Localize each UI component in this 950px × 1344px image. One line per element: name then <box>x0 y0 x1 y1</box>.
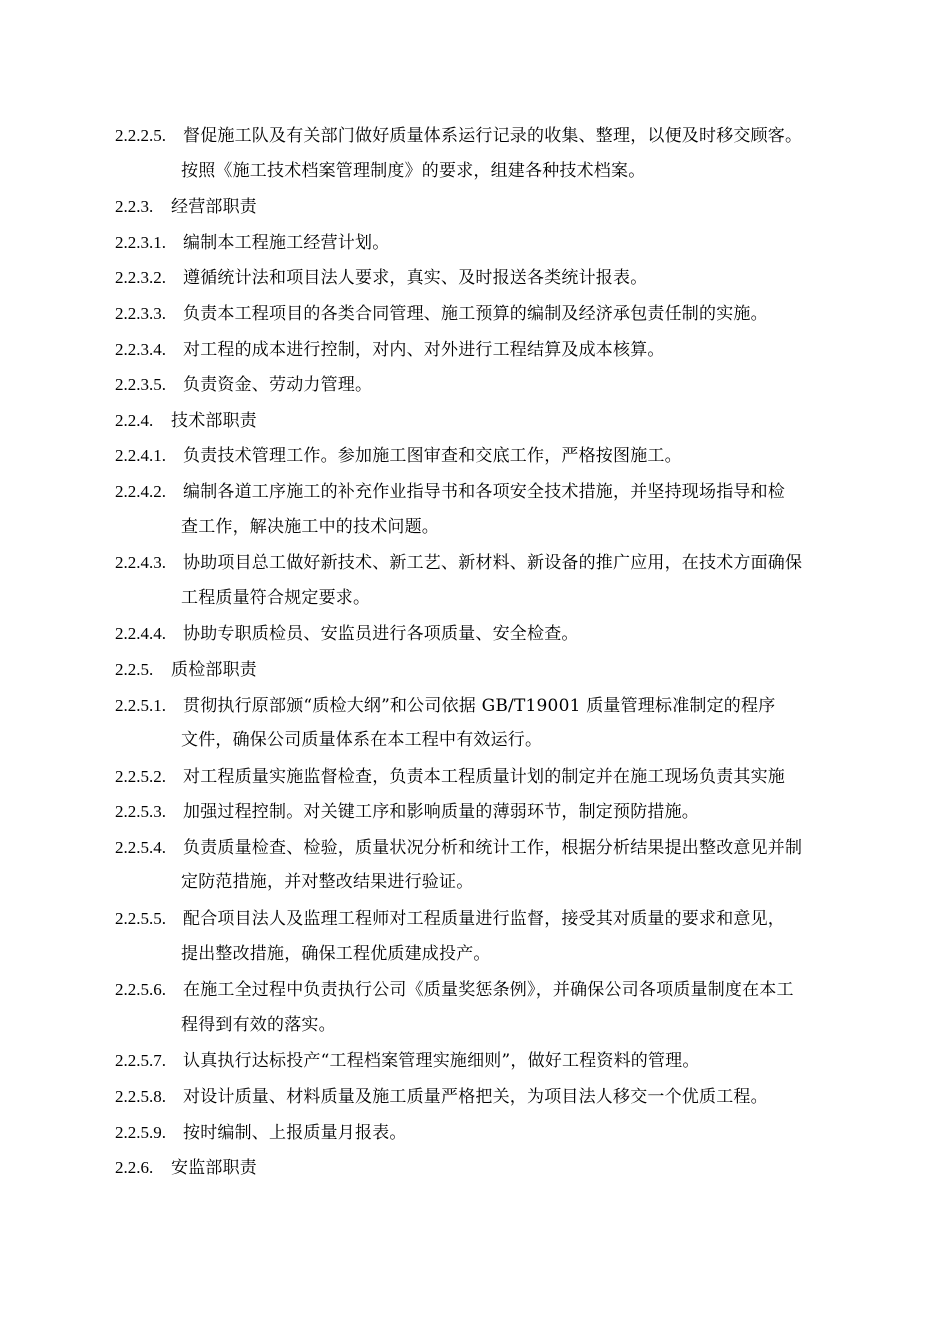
numbered-item <box>115 616 860 652</box>
item-text: 质检部职责 <box>171 659 257 680</box>
section-heading <box>115 1150 860 1186</box>
item-text: 按照《施工技术档案管理制度》的要求，组建各种技术档案。 <box>181 160 646 181</box>
numbered-item <box>115 830 860 866</box>
numbered-item <box>115 794 860 830</box>
item-number: 2.2.5.3. <box>115 802 166 822</box>
item-text: 配合项目法人及监理工程师对工程质量进行监督，接受其对质量的要求和意见， <box>183 909 785 930</box>
numbered-item <box>115 1043 860 1079</box>
item-number: 2.2.4.4. <box>115 624 166 644</box>
item-number: 2.2.5.1. <box>115 695 166 715</box>
item-text: 对工程质量实施监督检查，负责本工程质量计划的制定并在施工现场负责其实施 <box>183 766 785 787</box>
numbered-item <box>115 759 860 795</box>
item-text: 认真执行达标投产“工程档案管理实施细则”，做好工程资料的管理。 <box>183 1051 700 1072</box>
item-number: 2.2.5.5. <box>115 909 166 929</box>
item-text: 文件，确保公司质量体系在本工程中有效运行。 <box>181 730 543 751</box>
section-heading <box>115 403 860 439</box>
item-number: 2.2.5.8. <box>115 1087 166 1107</box>
numbered-item <box>115 1115 860 1151</box>
item-number: 2.2.4.2. <box>115 481 166 501</box>
item-number: 2.2.3.5. <box>115 375 166 395</box>
numbered-item <box>115 688 860 724</box>
item-number: 2.2.5.6. <box>115 980 166 1000</box>
paragraph-continuation-line <box>115 937 860 973</box>
section-heading <box>115 652 860 688</box>
item-text: 协助专职质检员、安监员进行各项质量、安全检查。 <box>183 624 579 645</box>
item-text: 在施工全过程中负责执行公司《质量奖惩条例》，并确保公司各项质量制度在本工 <box>183 980 794 1001</box>
item-text: 查工作，解决施工中的技术问题。 <box>181 516 439 537</box>
item-number: 2.2.5.7. <box>115 1051 166 1071</box>
item-text: 提出整改措施，确保工程优质建成投产。 <box>181 943 491 964</box>
numbered-item <box>115 332 860 368</box>
numbered-item <box>115 545 860 581</box>
paragraph-continuation-line <box>115 154 860 190</box>
item-text: 编制本工程施工经营计划。 <box>183 232 390 253</box>
numbered-item <box>115 901 860 937</box>
paragraph-continuation-line <box>115 1008 860 1044</box>
numbered-item <box>115 296 860 332</box>
numbered-item <box>115 1079 860 1115</box>
document-body <box>115 118 860 1186</box>
paragraph-continuation-line <box>115 865 860 901</box>
item-text: 对设计质量、材料质量及施工质量严格把关，为项目法人移交一个优质工程。 <box>183 1087 768 1108</box>
item-text: 定防范措施，并对整改结果进行验证。 <box>181 872 474 893</box>
numbered-item <box>115 260 860 296</box>
item-number: 2.2.3. <box>115 197 154 217</box>
numbered-item <box>115 474 860 510</box>
section-heading <box>115 189 860 225</box>
item-text: 经营部职责 <box>171 197 257 218</box>
item-number: 2.2.4.1. <box>115 446 166 466</box>
item-text: 编制各道工序施工的补充作业指导书和各项安全技术措施，并坚持现场指导和检 <box>183 481 785 502</box>
paragraph-continuation-line <box>115 723 860 759</box>
item-text: 安监部职责 <box>171 1158 257 1179</box>
item-text: 协助项目总工做好新技术、新工艺、新材料、新设备的推广应用，在技术方面确保 <box>183 553 803 574</box>
item-number: 2.2.3.4. <box>115 339 166 359</box>
item-number: 2.2.4. <box>115 410 154 430</box>
item-number: 2.2.6. <box>115 1158 154 1178</box>
item-text: 按时编制、上报质量月报表。 <box>183 1122 407 1143</box>
item-text: 负责技术管理工作。参加施工图审查和交底工作，严格按图施工。 <box>183 446 682 467</box>
item-text: 程得到有效的落实。 <box>181 1014 336 1035</box>
numbered-item <box>115 438 860 474</box>
numbered-item <box>115 972 860 1008</box>
item-text: 对工程的成本进行控制，对内、对外进行工程结算及成本核算。 <box>183 339 665 360</box>
item-number: 2.2.3.2. <box>115 268 166 288</box>
item-text: 负责质量检查、检验，质量状况分析和统计工作，根据分析结果提出整改意见并制 <box>183 837 803 858</box>
item-number: 2.2.2.5. <box>115 126 166 145</box>
item-text: 贯彻执行原部颁“质检大纲”和公司依据 GB/T19001 质量管理标准制定的程序 <box>183 695 776 716</box>
item-text: 督促施工队及有关部门做好质量体系运行记录的收集、整理，以便及时移交顾客。 <box>183 126 803 146</box>
item-text: 加强过程控制。对关键工序和影响质量的薄弱环节，制定预防措施。 <box>183 802 699 823</box>
numbered-item <box>115 118 860 154</box>
paragraph-continuation-line <box>115 510 860 546</box>
item-text: 负责资金、劳动力管理。 <box>183 375 373 396</box>
item-number: 2.2.3.1. <box>115 232 166 252</box>
item-text: 遵循统计法和项目法人要求，真实、及时报送各类统计报表。 <box>183 268 648 289</box>
item-text: 工程质量符合规定要求。 <box>181 587 371 608</box>
item-number: 2.2.5.4. <box>115 837 166 857</box>
paragraph-continuation-line <box>115 581 860 617</box>
item-number: 2.2.3.3. <box>115 303 166 323</box>
item-number: 2.2.5.2. <box>115 766 166 786</box>
item-number: 2.2.5.9. <box>115 1122 166 1142</box>
item-number: 2.2.5. <box>115 659 154 679</box>
item-text: 负责本工程项目的各类合同管理、施工预算的编制及经济承包责任制的实施。 <box>183 303 768 324</box>
numbered-item <box>115 225 860 261</box>
item-text: 技术部职责 <box>171 410 257 431</box>
item-number: 2.2.4.3. <box>115 553 166 573</box>
numbered-item <box>115 367 860 403</box>
